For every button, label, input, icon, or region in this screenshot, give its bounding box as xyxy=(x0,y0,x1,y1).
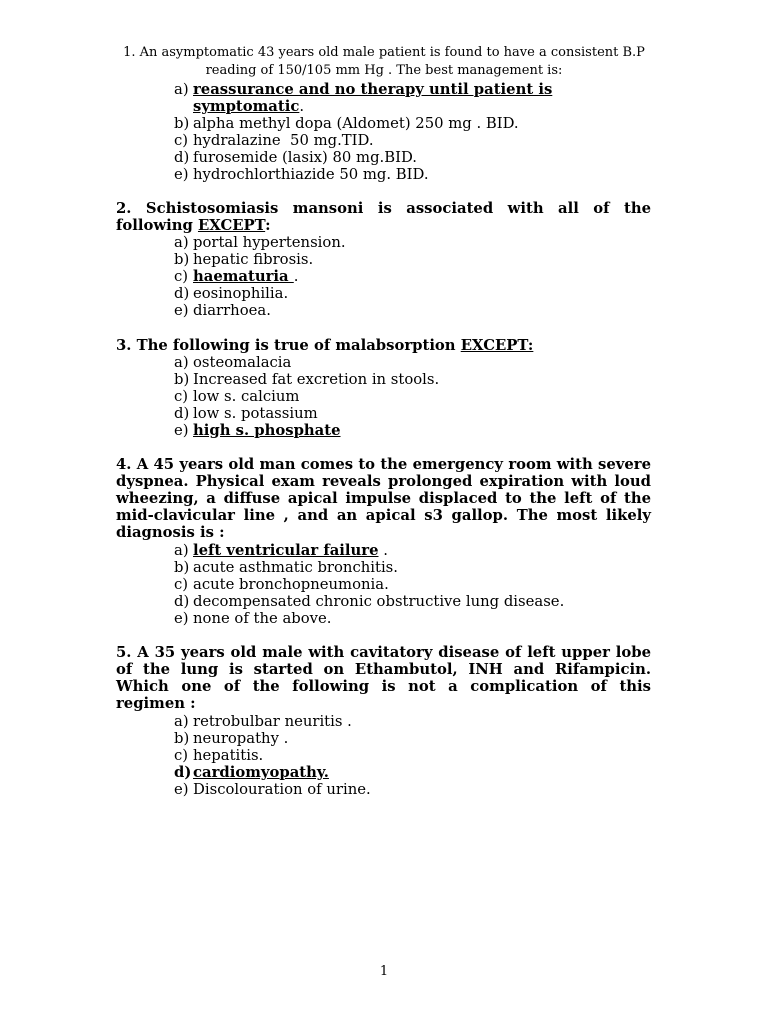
option-text: portal hypertension. xyxy=(193,234,346,251)
option-letter: c) xyxy=(174,268,189,285)
option-suffix: . xyxy=(378,542,388,559)
except-keyword: EXCEPT xyxy=(197,217,266,234)
question-1-options xyxy=(174,81,654,183)
option-text: acute asthmatic bronchitis. xyxy=(193,559,398,576)
option-a xyxy=(174,713,654,730)
option-d xyxy=(174,405,654,422)
question-1-stem: 1. An asymptomatic 43 years old male patient is found to have a consistent B.P reading of 150/105 mm Hg . The best management is: xyxy=(123,45,645,78)
option-text: eosinophilia. xyxy=(193,285,289,302)
question-3-options xyxy=(174,354,654,439)
option-c xyxy=(174,388,654,405)
option-letter: a) xyxy=(174,354,189,371)
option-d xyxy=(174,149,654,166)
question-5-options xyxy=(174,713,654,798)
option-letter: c) xyxy=(174,576,189,593)
option-b xyxy=(174,559,654,576)
option-e xyxy=(174,781,654,798)
option-text: retrobulbar neuritis . xyxy=(193,713,352,730)
option-text: hydrochlorthiazide 50 mg. BID. xyxy=(193,166,429,183)
option-text: none of the above. xyxy=(193,610,332,627)
option-d xyxy=(174,593,654,610)
option-a xyxy=(174,234,654,251)
option-letter: a) xyxy=(174,542,189,559)
option-letter: d) xyxy=(174,405,190,422)
option-c xyxy=(174,576,654,593)
question-5-stem: 5. A 35 years old male with cavitatory disease of left upper lobe of the lung is started on Ethambutol, INH and Rifampicin. Which one of the following is not a complication of this regimen : xyxy=(116,644,651,712)
option-letter: e) xyxy=(174,610,189,627)
option-letter: d) xyxy=(174,149,190,166)
option-a xyxy=(174,354,654,371)
option-letter: c) xyxy=(174,747,189,764)
option-letter: e) xyxy=(174,781,189,798)
except-keyword: EXCEPT: xyxy=(460,337,534,354)
option-b xyxy=(174,251,654,268)
option-suffix: . xyxy=(299,98,305,115)
option-d xyxy=(174,764,654,781)
option-b xyxy=(174,371,654,388)
option-letter: c) xyxy=(174,388,189,405)
question-4-stem: 4. A 45 years old man comes to the emergency room with severe dyspnea. Physical exam reveals prolonged expiration with loud wheezing, a diffuse apical impulse displaced to the left of the mid-clavicular line , and an apical s3 gallop. The most likely diagnosis is : xyxy=(116,456,651,541)
option-text: decompensated chronic obstructive lung disease. xyxy=(193,593,565,610)
stem-text: 3. The following is true of malabsorption xyxy=(116,337,461,354)
option-c xyxy=(174,747,654,764)
option-letter: b) xyxy=(174,730,190,747)
correct-answer: reassurance and no therapy until patient is symptomatic xyxy=(193,81,553,115)
option-text xyxy=(193,268,298,285)
option-text: furosemide (lasix) 80 mg.BID. xyxy=(193,149,418,166)
option-letter: e) xyxy=(174,166,189,183)
option-letter: d) xyxy=(174,764,192,781)
option-e xyxy=(174,302,654,319)
option-text: low s. calcium xyxy=(193,388,300,405)
option-letter: a) xyxy=(174,81,189,98)
option-text xyxy=(193,81,583,115)
option-text: diarrhoea. xyxy=(193,302,271,319)
option-b xyxy=(174,115,654,132)
option-a xyxy=(174,81,654,115)
option-d xyxy=(174,285,654,302)
option-letter: d) xyxy=(174,285,190,302)
option-text: neuropathy . xyxy=(193,730,289,747)
option-text: hydralazine 50 mg.TID. xyxy=(193,132,374,149)
option-letter: e) xyxy=(174,422,189,439)
option-e xyxy=(174,610,654,627)
page-number: 1 xyxy=(379,964,389,979)
option-text xyxy=(193,542,388,559)
option-letter: b) xyxy=(174,115,190,132)
option-text: acute bronchopneumonia. xyxy=(193,576,389,593)
correct-answer: high s. phosphate xyxy=(193,422,341,439)
question-2-options xyxy=(174,234,654,319)
option-text: low s. potassium xyxy=(193,405,318,422)
option-letter: b) xyxy=(174,559,190,576)
stem-text: 2. Schistosomiasis mansoni is associated with all of the following xyxy=(116,200,651,234)
option-b xyxy=(174,730,654,747)
correct-answer: cardiomyopathy. xyxy=(193,764,329,781)
option-c xyxy=(174,268,654,285)
correct-answer: left ventricular failure xyxy=(193,542,379,559)
option-a xyxy=(174,542,654,559)
option-letter: b) xyxy=(174,251,190,268)
correct-answer: haematuria xyxy=(193,268,294,285)
option-letter: c) xyxy=(174,132,189,149)
option-text: hepatitis. xyxy=(193,747,264,764)
option-text: Increased fat excretion in stools. xyxy=(193,371,440,388)
option-text: Discolouration of urine. xyxy=(193,781,371,798)
option-e xyxy=(174,422,654,439)
option-text: alpha methyl dopa (Aldomet) 250 mg . BID. xyxy=(193,115,519,132)
option-suffix: . xyxy=(293,268,299,285)
option-c xyxy=(174,132,654,149)
question-3-stem xyxy=(116,337,651,354)
option-letter: b) xyxy=(174,371,190,388)
option-text: osteomalacia xyxy=(193,354,292,371)
option-e xyxy=(174,166,654,183)
option-text: hepatic fibrosis. xyxy=(193,251,314,268)
option-letter: e) xyxy=(174,302,189,319)
question-4-options xyxy=(174,542,654,627)
stem-colon: : xyxy=(265,217,271,234)
question-2-stem xyxy=(116,200,651,234)
option-letter: d) xyxy=(174,593,190,610)
option-letter: a) xyxy=(174,713,189,730)
option-letter: a) xyxy=(174,234,189,251)
